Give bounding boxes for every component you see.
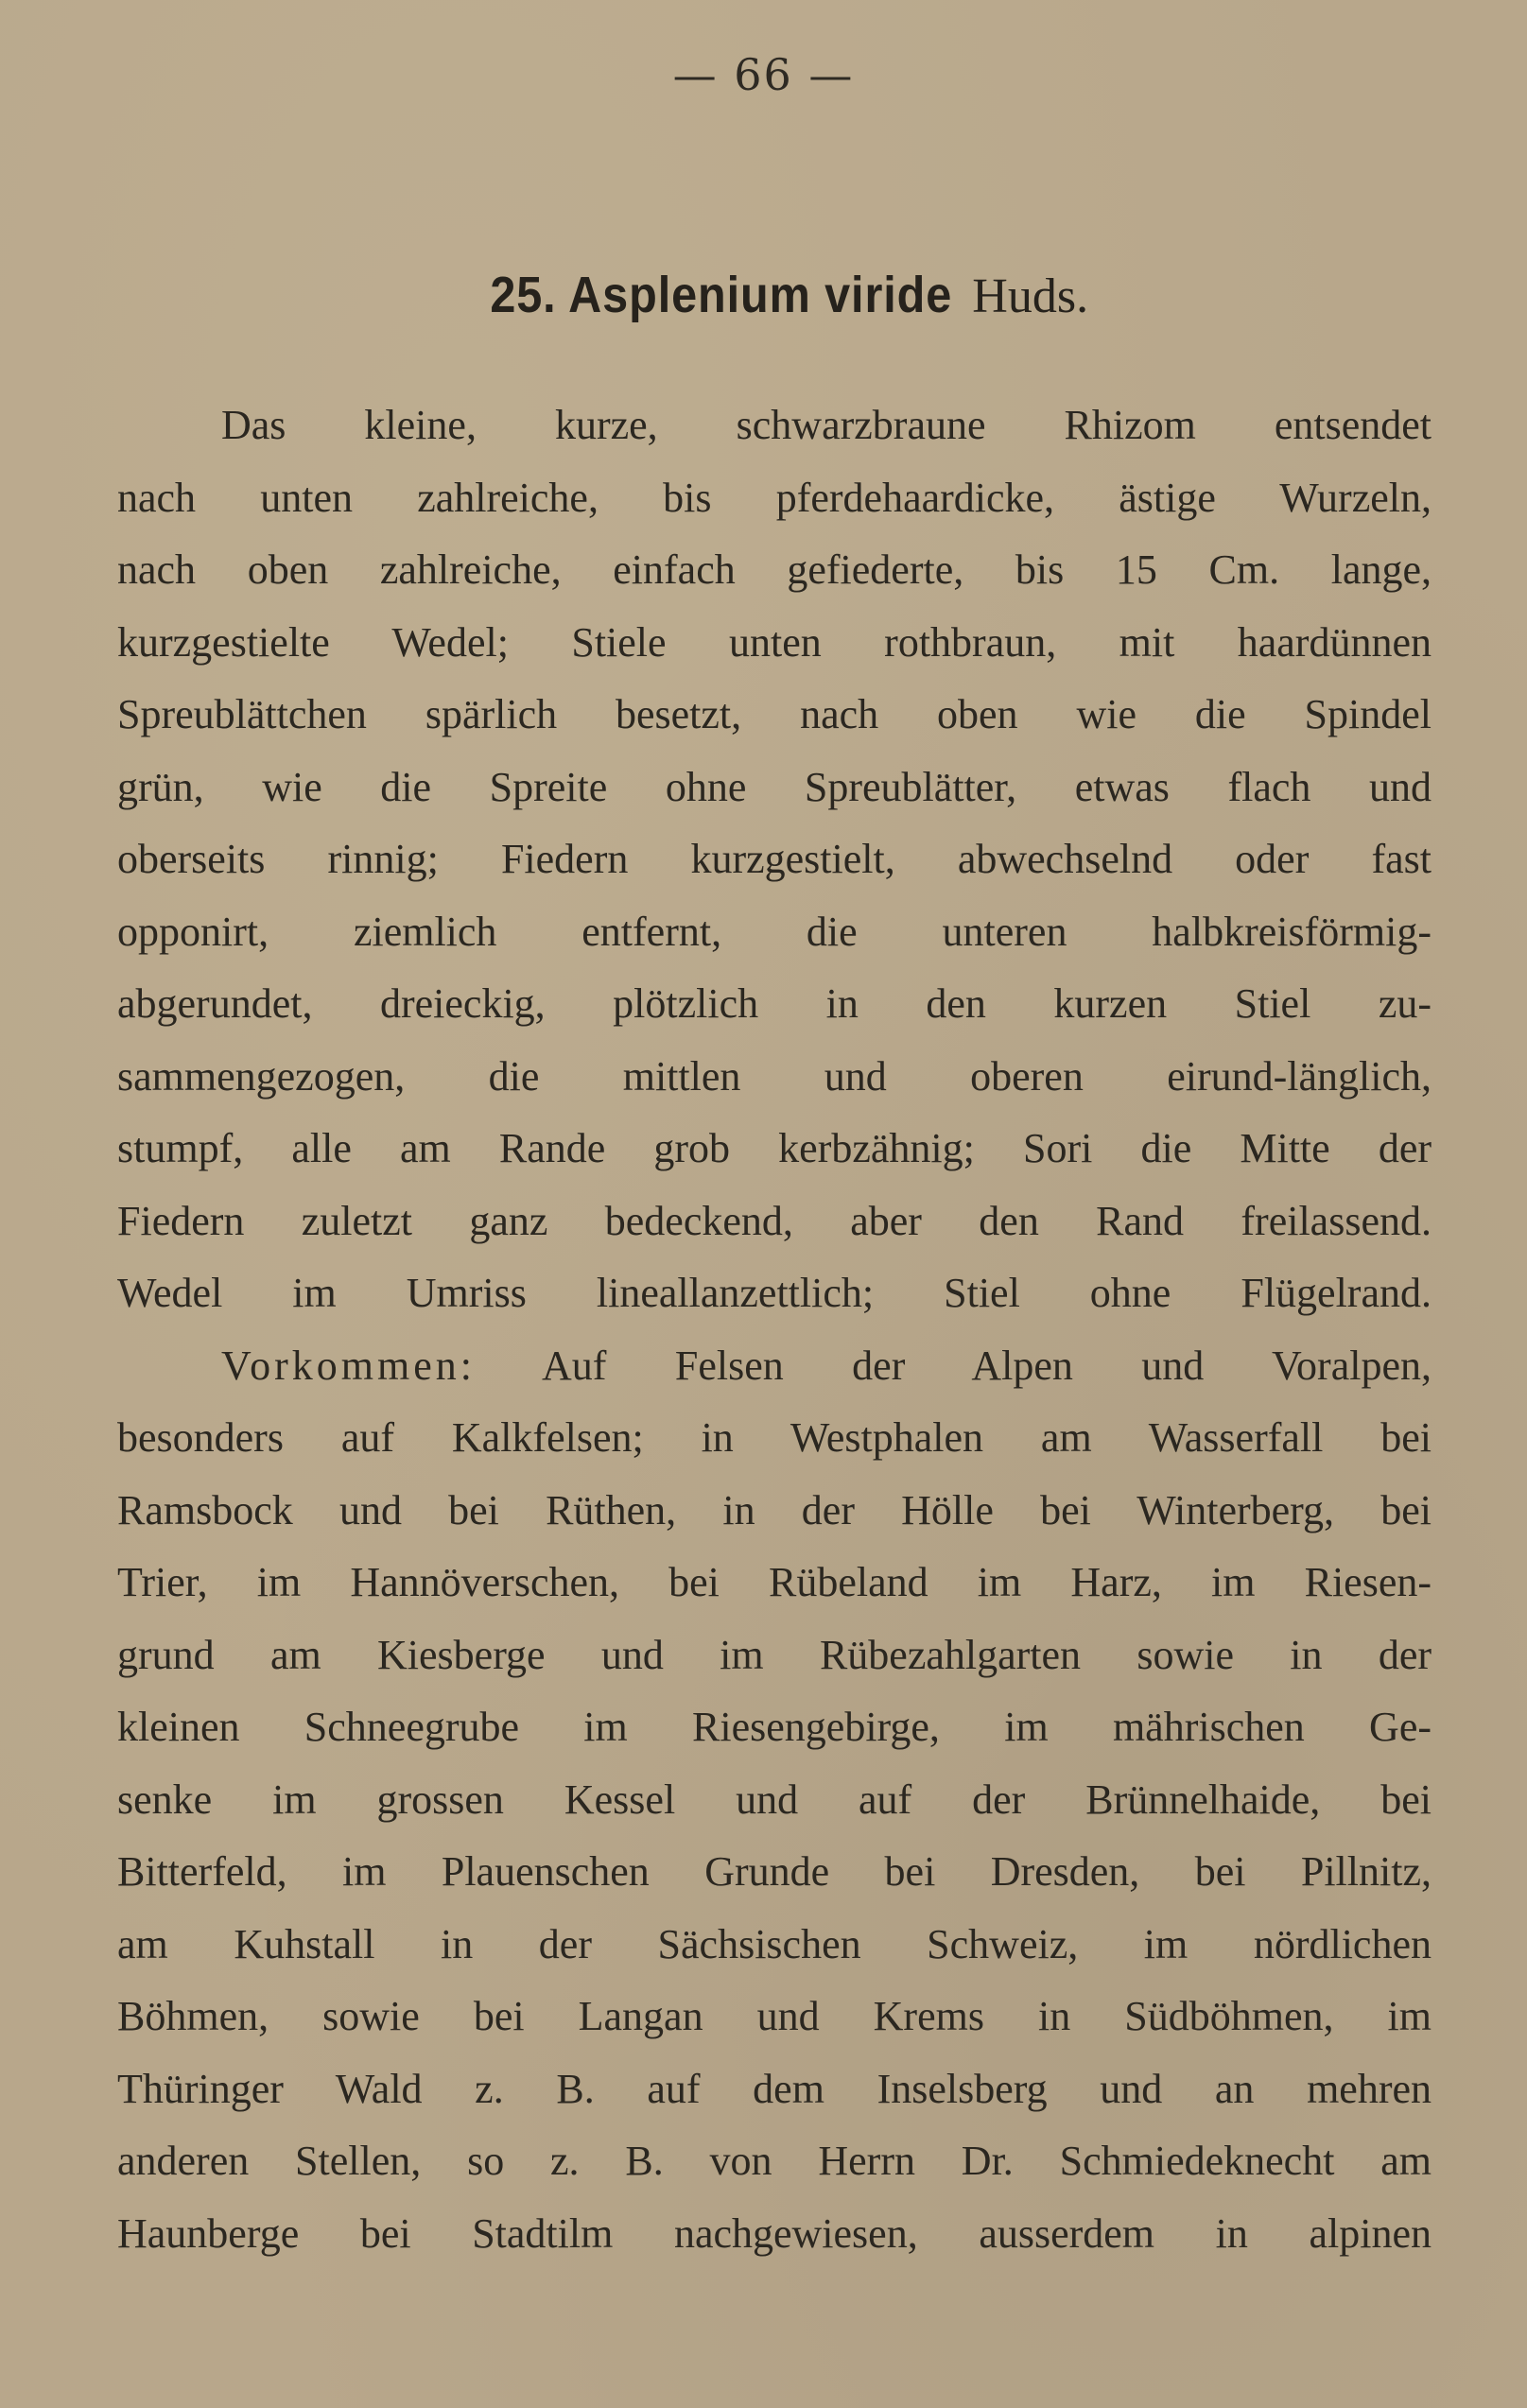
text-line: grund am Kiesberge und im Rübezahlgarten sowie in der	[117, 1631, 1432, 1678]
occurrence-first-line	[117, 1330, 1432, 1403]
occurrence-first-line-text: Auf Felsen der Alpen und Voralpen,	[541, 1342, 1432, 1389]
text-line: anderen Stellen, so z. B. von Herrn Dr. Schmiedeknecht am	[117, 2138, 1432, 2184]
species-author: Huds.	[972, 269, 1089, 323]
text-line: Thüringer Wald z. B. auf dem Inselsberg und an mehren	[117, 2065, 1432, 2112]
text-line: sammengezogen, die mittlen und oberen eirund-länglich,	[117, 1052, 1432, 1100]
text-line: stumpf, alle am Rande grob kerbzähnig; Sori die Mitte der	[117, 1125, 1432, 1171]
text-line: abgerundet, dreieckig, plötzlich in den kurzen Stiel zu-	[117, 980, 1432, 1027]
text-line: grün, wie die Spreite ohne Spreublätter, etwas flach und	[117, 763, 1432, 810]
text-line: senke im grossen Kessel und auf der Brünnelhaide, bei	[117, 1776, 1432, 1823]
text-line: kurzgestielte Wedel; Stiele unten rothbraun, mit haardünnen	[117, 618, 1432, 666]
text-line: Ramsbock und bei Rüthen, in der Hölle bei Winterberg, bei	[117, 1486, 1432, 1533]
text-line: Das kleine, kurze, schwarzbraune Rhizom entsendet	[221, 402, 1432, 448]
species-heading	[0, 265, 1527, 324]
body-text	[117, 390, 1432, 2270]
text-line: Trier, im Hannöverschen, bei Rübeland im Harz, im Riesen-	[117, 1559, 1432, 1605]
page-number: — 66 —	[672, 49, 855, 100]
text-line: nach unten zahlreiche, bis pferdehaardicke, ästige Wurzeln,	[117, 474, 1432, 521]
text-line: besonders auf Kalkfelsen; in Westphalen am Wasserfall bei	[117, 1414, 1432, 1461]
text-line: nach oben zahlreiche, einfach gefiederte, bis 15 Cm. lange,	[117, 546, 1432, 593]
text-line: am Kuhstall in der Sächsischen Schweiz, im nördlichen	[117, 1920, 1432, 1967]
text-line: Haunberge bei Stadtilm nachgewiesen, ausserdem in alpinen	[117, 2209, 1432, 2257]
text-line: Bitterfeld, im Plauenschen Grunde bei Dresden, bei Pillnitz,	[117, 1848, 1432, 1895]
text-line: kleinen Schneegrube im Riesengebirge, im mährischen Ge-	[117, 1704, 1432, 1750]
text-line: Spreublättchen spärlich besetzt, nach oben wie die Spindel	[117, 691, 1432, 737]
occurrence-label: Vorkommen:	[221, 1342, 476, 1389]
text-line: oberseits rinnig; Fiedern kurzgestielt, abwechselnd oder fast	[117, 836, 1432, 882]
text-line: Wedel im Umriss lineallanzettlich; Stiel ohne Flügelrand.	[117, 1270, 1432, 1316]
species-number-and-name: 25. Asplenium viride	[490, 267, 953, 323]
text-line: Fiedern zuletzt ganz bedeckend, aber den Rand freilassend.	[117, 1197, 1432, 1244]
text-line: Böhmen, sowie bei Langan und Krems in Südböhmen, im	[117, 1993, 1432, 2039]
text-line: opponirt, ziemlich entfernt, die unteren halbkreisförmig-	[117, 908, 1432, 955]
